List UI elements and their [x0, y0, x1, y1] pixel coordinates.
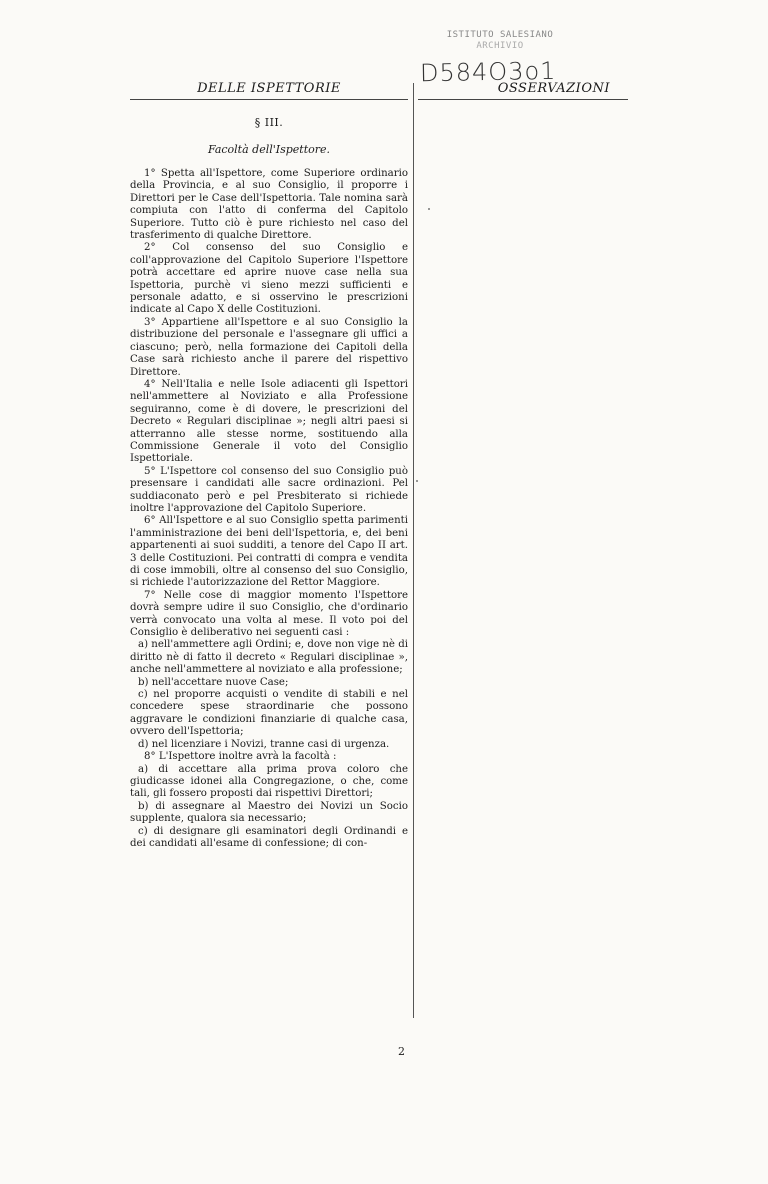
section-subtitle: Facoltà dell'Ispettore. [207, 143, 331, 156]
paragraph-8: 8° L'Ispettore inoltre avrà la facoltà : [144, 751, 337, 763]
paragraph-3: 3° Appartiene all'Ispettore e al suo Consiglio la distribuzione del personale e l'assegnare gli uffici a ciascuno; però, nella formazione dei Capitoli della Case sarà richiesto anche il parere del rispettivo Direttore. [130, 316, 408, 378]
case-b: b) nell'accettare nuove Case; [138, 676, 289, 688]
archive-stamp [440, 30, 560, 52]
left-header: DELLE ISPETTORIE [130, 80, 408, 100]
paragraph-2: 2° Col consenso del suo Consiglio e coll'approvazione del Capitolo Superiore l'Ispettore potrà accettare ed aprire nuove case nella sua Ispettoria, purchè vi sieno mezzi sufficienti e personale adatto, e si osservino le prescrizioni indicate al Capo X delle Costituzioni. [130, 242, 408, 316]
speck-mark [428, 208, 430, 210]
faculty-b: b) di assegnare al Maestro dei Novizi un Socio supplente, qualora sia necessario; [130, 800, 408, 825]
faculty-a: a) di accettare alla prima prova coloro che giudicasse idonei alla Congregazione, o che, come tali, gli fossero proposti dai rispettivi Direttori; [130, 763, 408, 800]
paragraph-7: 7° Nelle cose di maggior momento l'Ispettore dovrà sempre udire il suo Consiglio, che d'ordinario verrà convocato una volta al mese. Il voto poi del Consiglio è deliberativo nei seguenti casi : [130, 589, 408, 639]
case-d: d) nel licenziare i Novizi, tranne casi di urgenza. [138, 738, 390, 750]
case-c: c) nel proporre acquisti o vendite di stabili e nel concedere spese straordinarie che possono aggravare le condizioni finanziarie di qualche casa, ovvero dell'Ispettoria; [130, 689, 408, 738]
main-column [130, 80, 408, 850]
column-divider [413, 83, 414, 1018]
stamp-line-2: ARCHIVIO [476, 41, 524, 51]
paragraph-5: 5° L'Ispettore col consenso del suo Consiglio può presensare i candidati alle sacre ordinazioni. Pel suddiaconato però e pel Presbiterato si richiede inoltre l'approvazione del Capitolo Superiore. [130, 465, 408, 514]
paragraph-4: 4° Nell'Italia e nelle Isole adiacenti gli Ispettori nell'ammettere al Noviziato e alla Professione seguiranno, come è di dovere, le prescrizioni del Decreto « Regulari disciplinae »; negli altri paesi si atterranno alle stesse norme, sostituendo alla Commissione Generale il voto del Consiglio Ispettoriale. [130, 378, 408, 465]
speck-mark [416, 480, 418, 482]
stamp-line-1: ISTITUTO SALESIANO [446, 30, 554, 40]
faculty-c: c) di designare gli esaminatori degli Ordinandi e dei candidati all'esame di confessione; di con- [130, 825, 408, 849]
observations-column [418, 80, 628, 116]
paragraph-6: 6° All'Ispettore e al suo Consiglio spetta parimenti l'amministrazione dei beni dell'Ispettoria, e, dei beni appartenenti ai suoi sudditi, a tenore del Capo II art. 3 delle Costituzioni. Pei contratti di compra e vendita di cose immobili, oltre al consenso del suo Consiglio, si richiede l'autorizzazione del Rettor Maggiore. [130, 515, 408, 589]
page-number: 2 [398, 1045, 405, 1058]
right-header: OSSERVAZIONI [418, 80, 628, 100]
paragraph-1: 1° Spetta all'Ispettore, come Superiore ordinario della Provincia, e al suo Consiglio, il proporre i Direttori per le Case dell'Ispettoria. Tale nomina sarà compiuta con l'atto di conferma del Capitolo Superiore. Tutto ciò è pure richiesto nel caso del trasferimento di qualche Direttore. [130, 168, 408, 242]
section-title: § III. [254, 116, 284, 129]
case-a: a) nell'ammettere agli Ordini; e, dove non vige nè di diritto nè di fatto il decreto « Regulari disciplinae », anche nell'ammettere al noviziato e alla professione; [130, 639, 408, 676]
archive-code: D584O3o1 [419, 56, 557, 88]
